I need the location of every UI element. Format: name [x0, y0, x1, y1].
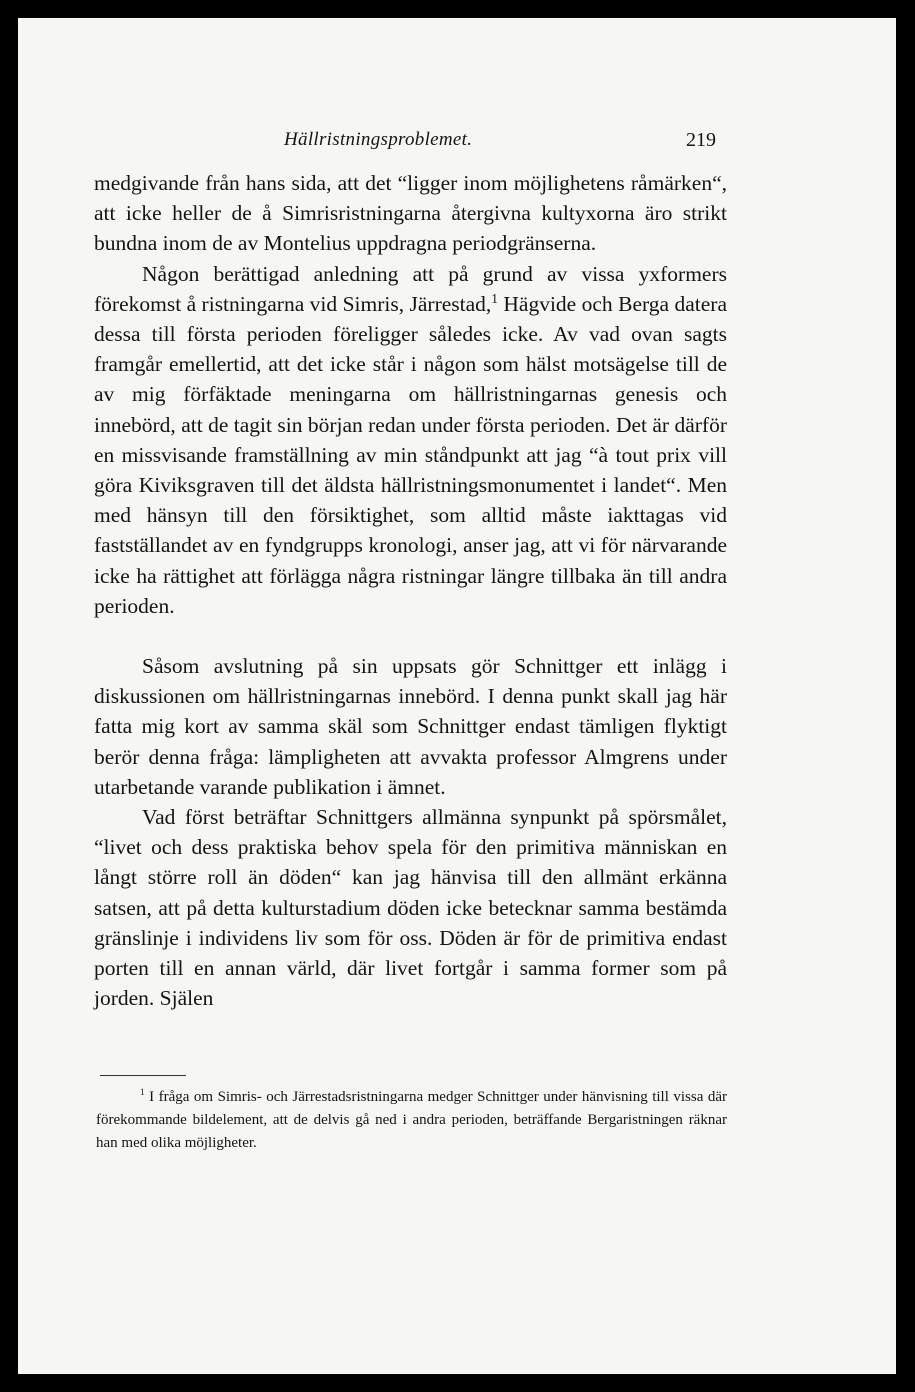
paragraph-dating-part-1: Någon berättigad anledning att på grund av vissa yxformers förekomst å ristningarna vid Simris, Järrestad, — [94, 261, 727, 316]
paragraph-continuation: medgivande från hans sida, att det “ligger inom möjlighetens råmärken“, att icke heller de å Simrisristningarna återgivna kultyxorna äro strikt bundna inom de av Montelius uppdragna periodgränserna. — [94, 171, 727, 256]
footnote-text: I fråga om Simris- och Järrestadsristningarna medger Schnittger under hänvisning till vissa där förekommande bildelement, att de delvis gå ned i andra perioden, beträffande Bergaristningen räknar han med olika möjligheter. — [96, 1089, 727, 1151]
footnote-divider — [100, 1075, 186, 1076]
footnote-reference: 1 — [491, 290, 498, 306]
footnote — [96, 1086, 727, 1155]
paragraph-dating — [94, 259, 727, 621]
body-text — [94, 168, 727, 1013]
page-header — [18, 129, 896, 153]
running-title: Hällristningsproblemet. — [284, 129, 473, 150]
paragraph-conclusion: Såsom avslutning på sin uppsats gör Schnittger ett inlägg i diskussionen om hällristningarnas innebörd. I denna punkt skall jag här fatta mig kort av samma skäl som Schnittger endast tämligen flyktigt berör denna fråga: lämpligheten att avvakta professor Almgrens under utarbetande varande publikation i ämnet. — [94, 654, 727, 799]
scanned-page — [18, 18, 896, 1374]
footnote-marker: 1 — [140, 1088, 145, 1099]
page-number: 219 — [686, 129, 716, 151]
paragraph-dating-part-2: Hägvide och Berga datera dessa till första perioden föreligger således icke. Av vad ovan sagts framgår emellertid, att det icke står i någon som hälst motsägelse till de av mig förfäktade meningarna om hällristningarnas genesis och innebörd, att de tagit sin början redan under första perioden. Det är därför en missvisande framställning av min ståndpunkt att jag “à tout prix vill göra Kiviksgraven till det äldsta hällristningsmonumentet i landet“. Men med hänsyn till den försiktighet, som alltid måste iakttagas vid fastställandet av en fyndgrupps kronologi, anser jag, att vi för närvarande icke ha rättighet att förlägga några ristningar längre tillbaka än till andra perioden. — [94, 291, 727, 618]
paragraph-viewpoint: Vad först beträftar Schnittgers allmänna synpunkt på spörsmålet, “livet och dess praktiska behov spela för den primitiva människan en långt större roll än döden“ kan jag hänvisa till den allmänt erkänna satsen, att på detta kulturstadium döden icke betecknar samma bestämda gränslinje i individens liv som för oss. Döden är för de primitiva endast porten till en annan värld, där livet fortgår i samma former som på jorden. Själen — [94, 805, 727, 1011]
